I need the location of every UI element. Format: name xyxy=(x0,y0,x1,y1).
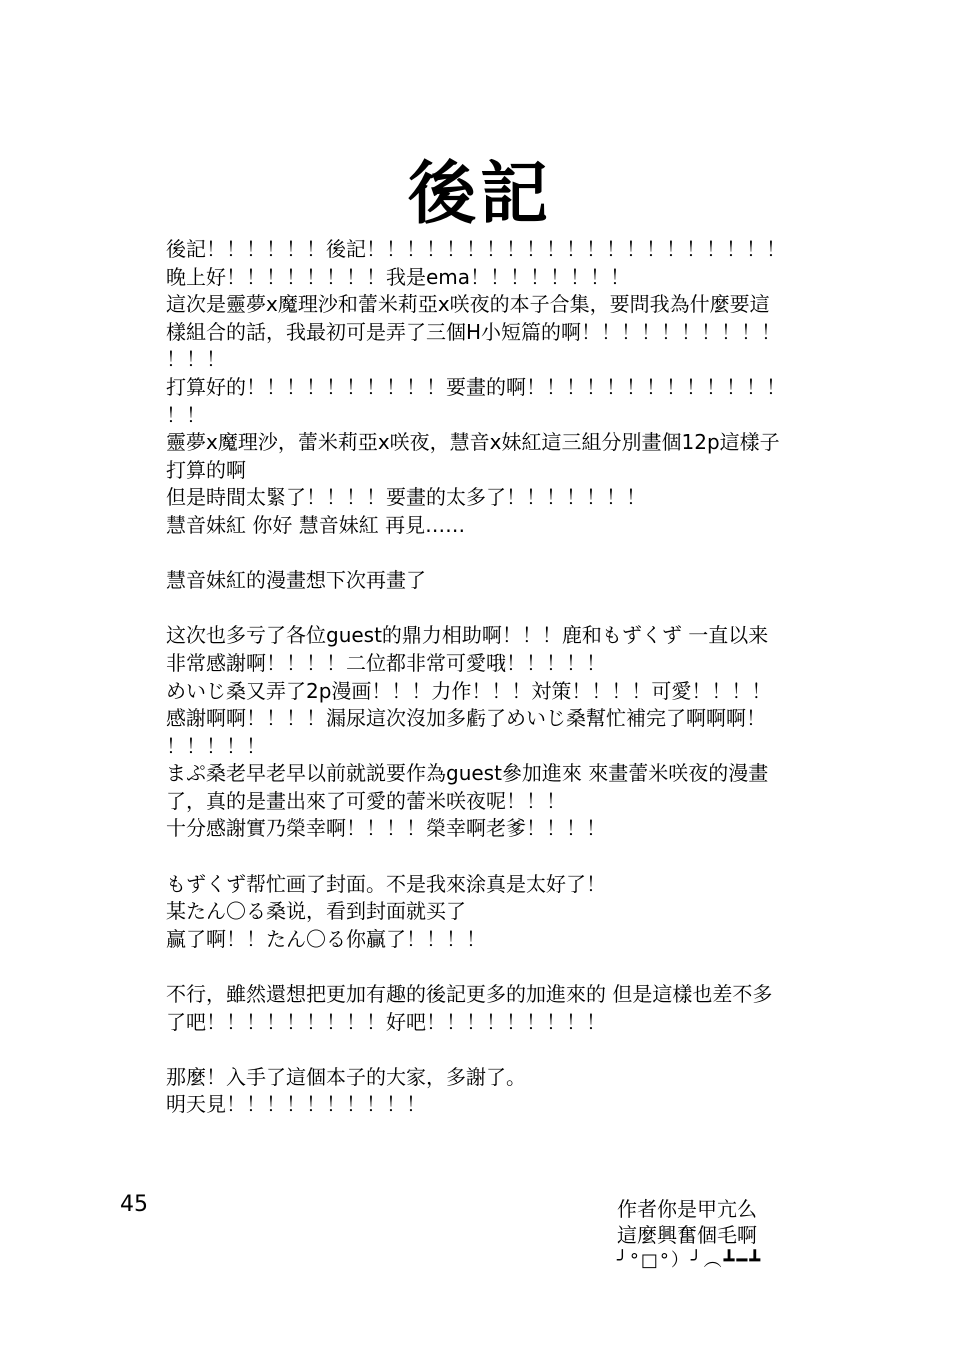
text-line: 了，真的是畫出來了可愛的蕾米咲夜呢！！！ xyxy=(166,788,566,813)
paragraph-1 xyxy=(166,236,836,540)
text-line: 不行，雖然還想把更加有趣的後記更多的加進來的 但是這樣也差不多 xyxy=(166,982,773,1007)
paragraph-4 xyxy=(166,871,836,954)
text-line: 非常感謝啊！！！！二位都非常可愛哦！！！！！ xyxy=(166,650,606,675)
text-line: もずくず帮忙画了封面。不是我來涂真是太好了！ xyxy=(166,871,606,896)
text-line: 赢了啊！！たん〇る你贏了！！！！ xyxy=(166,926,486,951)
text-line: 樣組合的話，我最初可是弄了三個H小短篇的啊！！！！！！！！！！ xyxy=(166,319,782,344)
text-line: 打算好的！！！！！！！！！！要畫的啊！！！！！！！！！！！！！ xyxy=(166,374,786,399)
text-line: 晚上好！！！！！！！！我是ema！！！！！！！！ xyxy=(166,264,631,289)
text-line: まぷ桑老早老早以前就説要作為guest參加進來 來畫蕾米咲夜的漫畫 xyxy=(166,761,769,786)
page-number: 45 xyxy=(120,1192,148,1217)
text-line: 了吧！！！！！！！！！好吧！！！！！！！！！ xyxy=(166,1009,606,1034)
text-line: 慧音妹紅的漫畫想下次再畫了 xyxy=(166,568,426,593)
text-line: 明天見！！！！！！！！！！ xyxy=(166,1092,426,1117)
author-note xyxy=(617,1196,917,1274)
paragraph-6 xyxy=(166,1064,836,1119)
page-title: 後記 xyxy=(407,155,552,234)
text-line: ！！！！！ xyxy=(166,733,266,758)
text-line: 感謝啊啊！！！！漏尿這次沒加多虧了めいじ桑幫忙補完了啊啊啊！ xyxy=(166,706,766,731)
text-line: ！！ xyxy=(166,402,206,427)
paragraph-spacer xyxy=(166,843,836,871)
paragraph-spacer xyxy=(166,953,836,981)
text-line: 這次是靈夢x魔理沙和蕾米莉亞x咲夜的本子合集，要問我為什麼要這 xyxy=(166,292,770,317)
paragraph-3 xyxy=(166,622,836,843)
paragraph-spacer xyxy=(166,595,836,623)
text-line: 某たん〇る桑说，看到封面就买了 xyxy=(166,899,466,924)
text-line: めいじ桑又弄了2p漫画！！！力作！！！対策！！！！可愛！！！！ xyxy=(166,678,772,703)
afterword-body xyxy=(166,236,836,1119)
text-line: ！！！ xyxy=(166,347,226,372)
text-line: 靈夢x魔理沙，蕾米莉亞x咲夜，慧音x妹紅這三組分別畫個12p這樣子 xyxy=(166,430,780,455)
author-note-line: 這麼興奮個毛啊 xyxy=(617,1223,757,1247)
text-line: 那麼！入手了這個本子的大家，多謝了。 xyxy=(166,1064,526,1089)
paragraph-2 xyxy=(166,567,836,595)
paragraph-spacer xyxy=(166,540,836,568)
text-line: 十分感謝實乃榮幸啊！！！！榮幸啊老爹！！！！ xyxy=(166,816,606,841)
paragraph-5 xyxy=(166,981,836,1036)
text-line: 慧音妹紅 你好 慧音妹紅 再見…… xyxy=(166,512,466,537)
text-line: 但是時間太緊了！！！！要畫的太多了！！！！！！！ xyxy=(166,485,646,510)
text-line: 後記！！！！！！後記！！！！！！！！！！！！！！！！！！！！！ xyxy=(166,237,786,261)
text-line: 打算的啊 xyxy=(166,457,246,482)
author-note-line: 作者你是甲亢么 xyxy=(617,1197,757,1221)
text-line: 这次也多亏了各位guest的鼎力相助啊！！！鹿和もずくず 一直以来 xyxy=(166,623,769,648)
table-flip-kaomoji: ╯°□°）╯︵┻━┻ xyxy=(617,1250,763,1271)
paragraph-spacer xyxy=(166,1036,836,1064)
